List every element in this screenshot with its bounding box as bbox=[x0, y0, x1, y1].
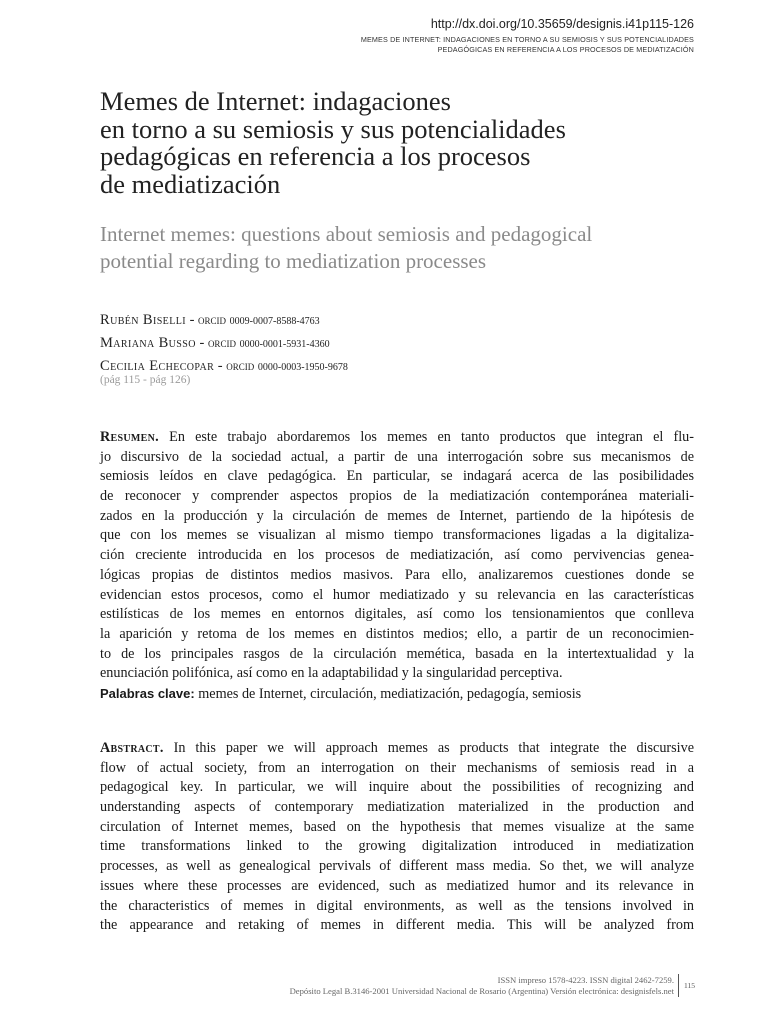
resumen-line: estilísticas de los memes en entornos digitales, así como los tensionamientos que conlleva bbox=[100, 606, 694, 623]
article-subtitle-english bbox=[100, 221, 720, 275]
author-entry bbox=[100, 332, 660, 355]
resumen-line: lógicas propias de distintos medios masivos. Para ello, analizaremos cuestiones donde se bbox=[100, 566, 694, 583]
author-name: Rubén Biselli bbox=[100, 312, 186, 328]
author-entry bbox=[100, 309, 660, 332]
page-number: 115 bbox=[684, 981, 695, 990]
running-head-line-1: MEMES DE INTERNET: INDAGACIONES EN TORNO A SU SEMIOSIS Y SUS POTENCIALIDADES bbox=[360, 35, 694, 44]
page-number-divider bbox=[678, 974, 679, 997]
running-head-line-2: PEDAGÓGICAS EN REFERENCIA A LOS PROCESOS DE MEDIATIZACIÓN bbox=[437, 44, 694, 54]
abstract-line bbox=[100, 739, 694, 759]
orcid-id[interactable]: 0000-0001-5931-4360 bbox=[239, 339, 330, 350]
subtitle-line-1: Internet memes: questions about semiosis and pedagogical bbox=[100, 222, 593, 246]
resumen-line: de reconocer y comprender aspectos propios de la mediatización contemporánea materiali- bbox=[100, 488, 694, 505]
author-name: Cecilia Echecopar bbox=[100, 358, 215, 374]
orcid-id[interactable]: 0009-0007-8588-4763 bbox=[229, 316, 320, 327]
resumen-line: la aparición y retoma de los memes en distintos medios; ello, a partir de un reconocimien- bbox=[100, 625, 694, 642]
abstract-paragraph bbox=[100, 739, 694, 936]
author-separator: - bbox=[185, 312, 199, 328]
resumen-line: evidencian estos procesos, como el humor mediatizado y su relevancia en las características bbox=[100, 586, 694, 603]
author-separator: - bbox=[195, 335, 208, 351]
abstract-line: the characteristics of memes in digital environments, as well as the tensions involved in bbox=[100, 897, 694, 914]
resumen-line: zados en la producción y la circulación de memes de Internet, partiendo de la hipótesis de bbox=[100, 507, 694, 524]
resumen-line bbox=[100, 428, 694, 448]
resumen-line: to de los principales rasgos de la circulación memética, basada en la intertextualidad y la bbox=[100, 645, 694, 662]
abstract-line: understanding aspects of contemporary mediatization materialized in the production and bbox=[100, 799, 694, 816]
resumen-line: que con los memes se visualizan al mismo tiempo transformaciones ligadas a la digitaliza- bbox=[100, 527, 694, 544]
abstract-line: the appearance and retaking of memes in different media. This will be analyzed from bbox=[100, 917, 694, 934]
footer-line-1: ISSN impreso 1578-4223. ISSN digital 2462-7259. bbox=[497, 975, 674, 985]
article-title bbox=[100, 88, 720, 198]
resumen-line-text: En este trabajo abordaremos los memes en tanto productos que integran el flu- bbox=[158, 429, 694, 445]
footer-issn bbox=[290, 975, 674, 996]
abstract-line: issues where these processes are evidenced, such as mediatized humor and its relevance in bbox=[100, 877, 694, 894]
orcid-label: orcid bbox=[207, 335, 236, 350]
resumen-line: enunciación polifónica, así como en la adaptabilidad y la singularidad perceptiva. bbox=[100, 665, 563, 682]
author-separator: - bbox=[214, 358, 227, 374]
abstract-label: Abstract. bbox=[100, 740, 164, 756]
keywords bbox=[100, 684, 694, 704]
resumen-line: semiosis leídos en clave pedagógica. En particular, se indagará acerca de las posibilidades bbox=[100, 468, 694, 485]
resumen-label: Resumen. bbox=[100, 429, 159, 445]
resumen-line: ción creciente introducida en los procesos de mediatización, así como pervivencias genea- bbox=[100, 547, 694, 564]
doi-link[interactable]: http://dx.doi.org/10.35659/designis.i41p115-126 bbox=[430, 17, 694, 31]
author-name: Mariana Busso bbox=[100, 335, 196, 351]
keywords-label: Palabras clave: bbox=[100, 686, 195, 701]
abstract-line-text: In this paper we will approach memes as products that integrate the discursive bbox=[163, 740, 694, 756]
keywords-text: memes de Internet, circulación, mediatización, pedagogía, semiosis bbox=[194, 686, 582, 702]
footer-line-2: Depósito Legal B.3146-2001 Universidad Nacional de Rosario (Argentina) Versión electrónica: designisfels.net bbox=[289, 985, 674, 996]
abstract-line: pedagogical key. In particular, we will inquire about the possibilities of recognizing and bbox=[100, 779, 694, 796]
title-line-1: Memes de Internet: indagaciones bbox=[100, 86, 451, 116]
page-range: (pág 115 - pág 126) bbox=[100, 374, 191, 386]
resumen-paragraph bbox=[100, 428, 694, 684]
abstract-line: flow of actual society, from an interrogation on their mechanisms of semiosis read in a bbox=[100, 759, 694, 776]
abstract-line: circulation of Internet memes, based on the hypothesis that memes visualize at the same bbox=[100, 818, 694, 835]
abstract-line: processes, as well as genealogical pervivals of different mass media. So thet, we will analyze bbox=[100, 858, 694, 875]
running-head bbox=[361, 35, 694, 54]
orcid-label: orcid bbox=[226, 358, 255, 373]
orcid-id[interactable]: 0000-0003-1950-9678 bbox=[257, 362, 348, 373]
title-line-3: pedagógicas en referencia a los procesos bbox=[100, 141, 531, 171]
orcid-label: orcid bbox=[198, 312, 227, 327]
author-list bbox=[100, 309, 660, 378]
subtitle-line-2: potential regarding to mediatization processes bbox=[100, 249, 487, 273]
title-line-2: en torno a su semiosis y sus potencialidades bbox=[100, 113, 566, 144]
resumen-line: jo discursivo de la sociedad actual, a partir de una interrogación sobre sus mecanismos de bbox=[100, 448, 694, 465]
abstract-line: time transformations linked to the growing digitalization introduced in mediatization bbox=[100, 838, 694, 855]
title-line-4: de mediatización bbox=[100, 168, 281, 199]
